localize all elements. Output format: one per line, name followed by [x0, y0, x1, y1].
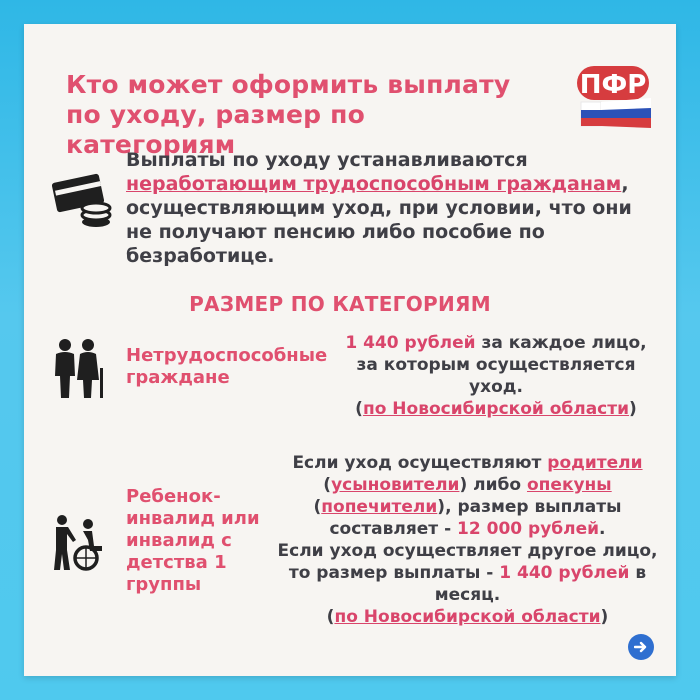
category-2-amount-2: 1 440 рублей: [499, 563, 630, 583]
category-2-amount-1: 12 000 рублей: [457, 519, 600, 539]
intro-text: Выплаты по уходу устанавливаются неработающим трудоспособным гражданам, осуществляющим уход, при условии, что они не получают пенсию либо пособие по безработице.: [126, 149, 632, 267]
category-1-label: Нетрудоспособные граждане: [126, 345, 328, 388]
arrow-right-icon: [634, 640, 648, 654]
page-title: Кто может оформить выплату по уходу, размер по категориям: [66, 70, 511, 159]
pfr-logo: [575, 62, 657, 132]
trustees-link[interactable]: попечители: [321, 497, 438, 517]
category-2-region-link[interactable]: по Новосибирской области: [334, 607, 601, 627]
category-2-label: Ребенок-инвалид или инвалид с детства 1 группы: [126, 486, 260, 595]
parents-link[interactable]: родители: [547, 453, 643, 473]
section-heading: РАЗМЕР ПО КАТЕГОРИЯМ: [189, 292, 491, 316]
money-card-icon: [52, 170, 114, 232]
category-1-amount: 1 440 рублей: [345, 333, 476, 353]
next-arrow-button[interactable]: [628, 634, 654, 660]
adopters-link[interactable]: усыновители: [331, 475, 460, 495]
category-2-description: Если уход осуществляют родители (усыновители) либо опекуны (попечители), размер выплаты составляет - 12 000 рублей. Если уход осуществляет другое лицо, то размер выплаты - 1 440 рублей в месяц. (по Новосибирской области): [277, 453, 658, 627]
intro-link[interactable]: неработающим трудоспособным гражданам: [126, 173, 622, 195]
wheelchair-carer-icon: [50, 514, 106, 572]
svg-text:ПФР: ПФР: [579, 70, 647, 100]
category-1-description: 1 440 рублей за каждое лицо, за которым осуществляется уход. (по Новосибирской области): [345, 333, 647, 419]
category-1-region-link[interactable]: по Новосибирской области: [362, 399, 630, 419]
elderly-couple-icon: [50, 338, 106, 400]
guardians-link[interactable]: опекуны: [526, 475, 612, 495]
